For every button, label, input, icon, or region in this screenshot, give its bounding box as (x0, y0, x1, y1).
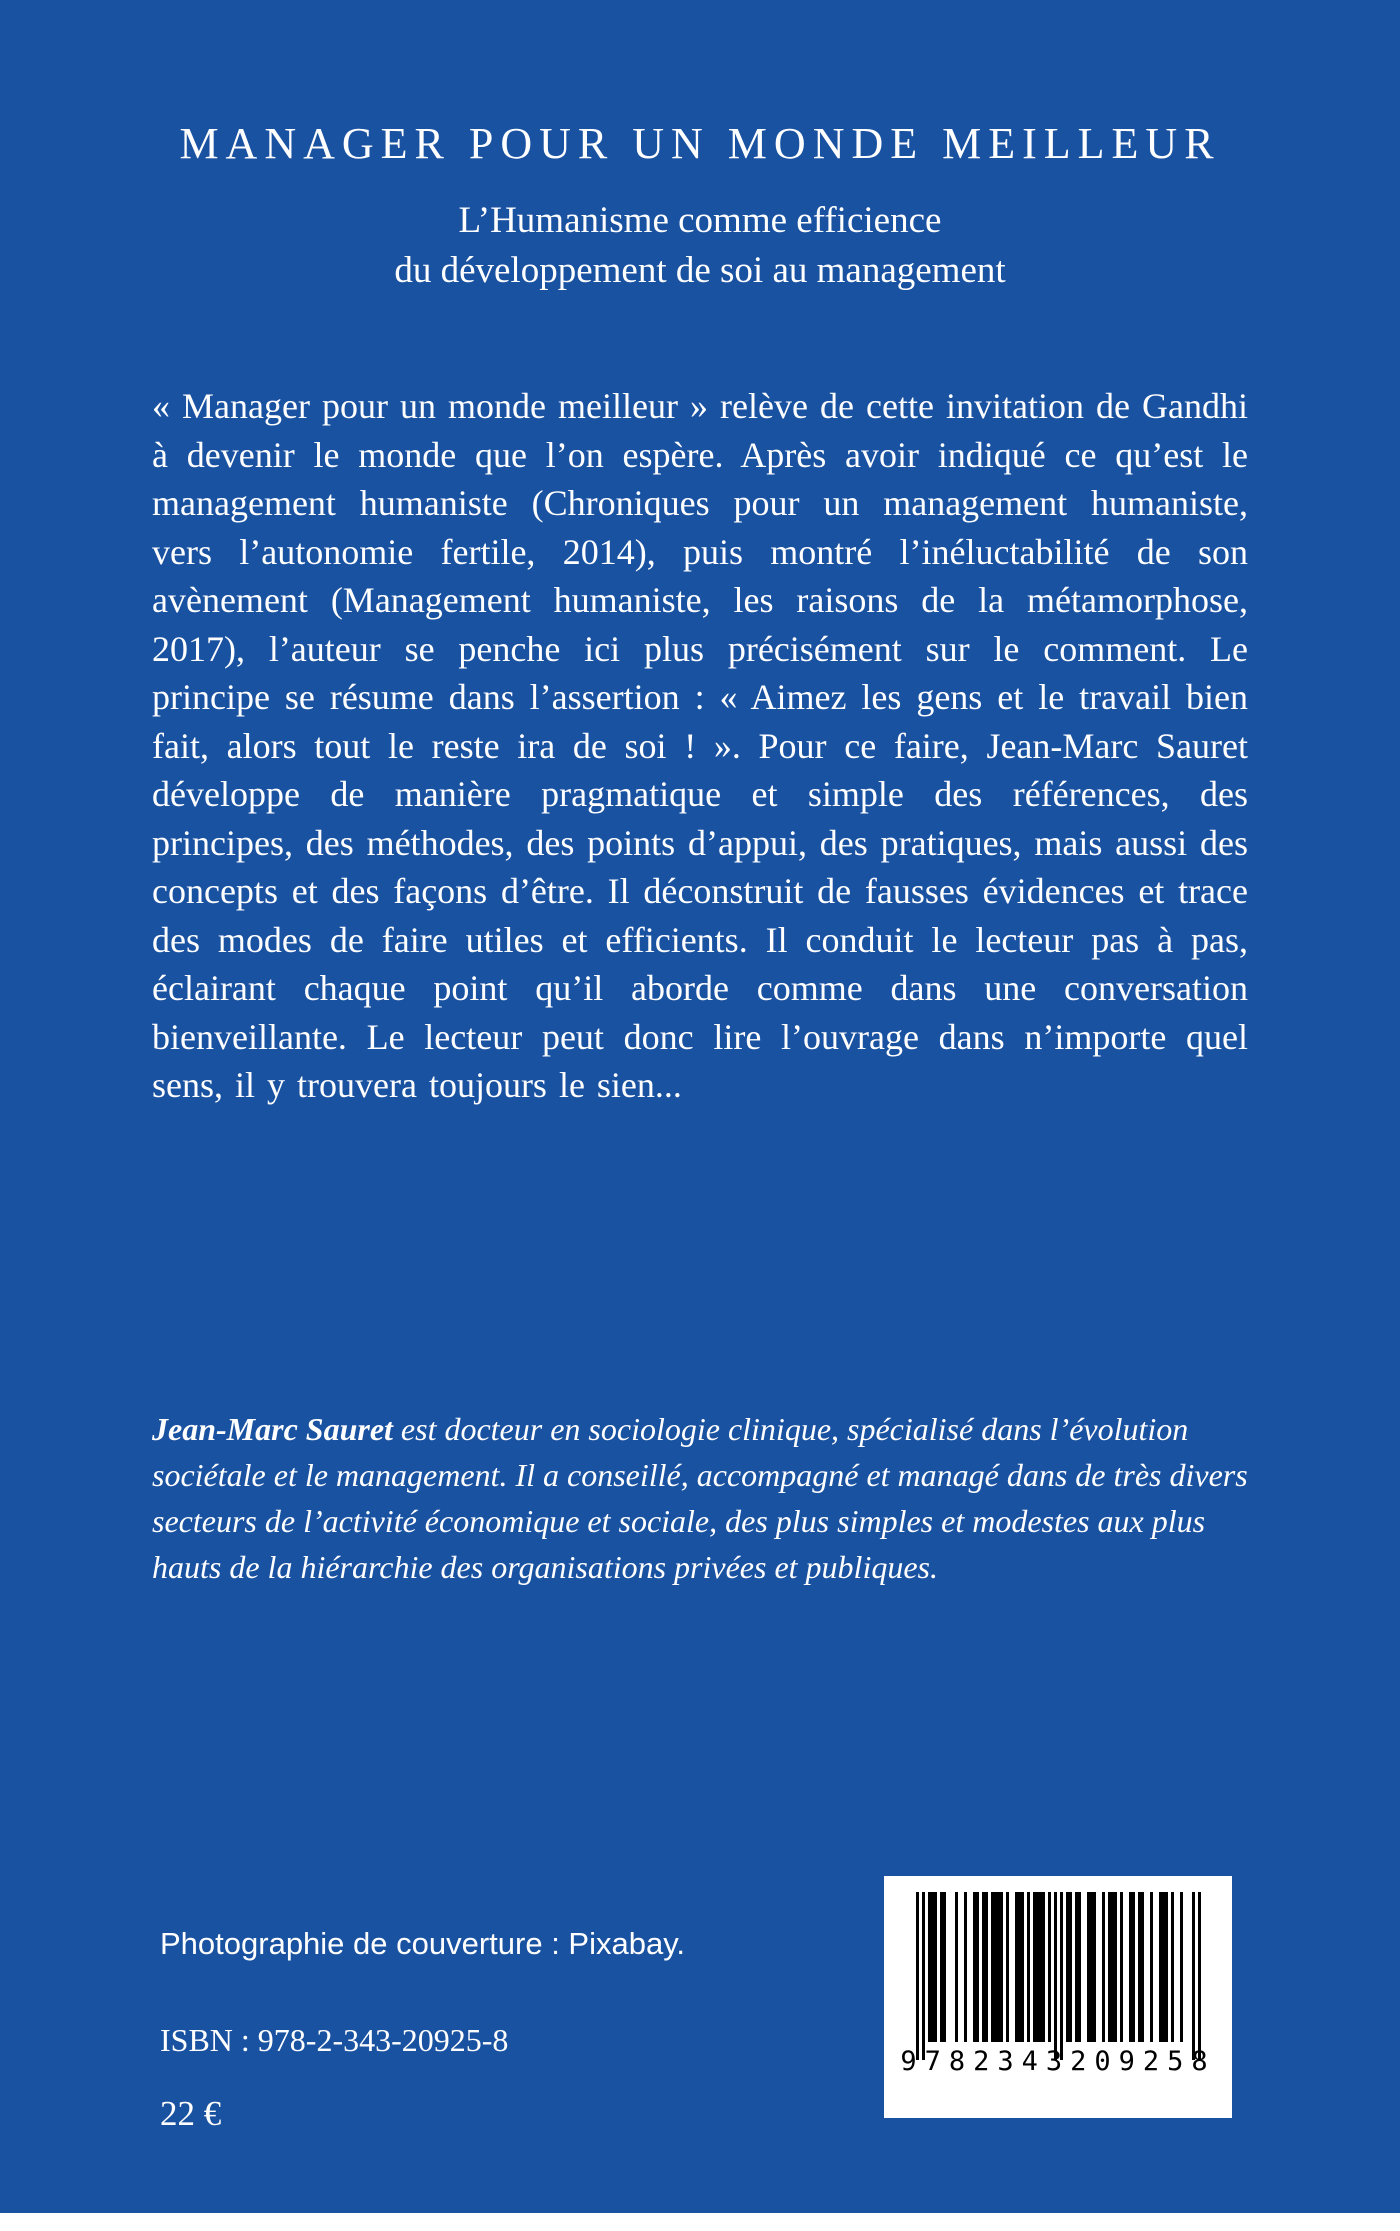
book-title: MANAGER POUR UN MONDE MEILLEUR (179, 119, 1221, 168)
author-bio (152, 1406, 1270, 1590)
barcode-bars (916, 1892, 1201, 2060)
page-bottom-edge (0, 2213, 1400, 2231)
barcode-digits: 9782343209258 (900, 2046, 1216, 2077)
author-name: Jean-Marc Sauret (152, 1411, 393, 1447)
barcode-module (1198, 1892, 1201, 2060)
price: 22 € (160, 2094, 222, 2133)
book-subtitle (0, 196, 1400, 296)
subtitle-line-1: L’Humanisme comme efficience (458, 200, 942, 241)
isbn-number: ISBN : 978-2-343-20925-8 (160, 2022, 509, 2058)
author-bio-text: est docteur en sociologie clinique, spécialisé dans l’évolution sociétale et le management. Il a conseillé, accompagné et managé dans de très divers secteurs de l’activité économique et sociale, des plus simples et modestes aux plus hauts de la hiérarchie des organisations privées et publiques. (152, 1411, 1248, 1585)
synopsis-paragraph: « Manager pour un monde meilleur » relève de cette invitation de Gandhi à devenir le monde que l’on espère. Après avoir indiqué ce qu’est le management humaniste (Chroniques pour un management humaniste, vers l’autonomie fertile, 2014), puis montré l’inéluctabilité de son avènement (Management humaniste, les raisons de la métamorphose, 2017), l’auteur se penche ici plus précisément sur le comment. Le principe se résume dans l’assertion : « Aimez les gens et le travail bien fait, alors tout le reste ira de soi ! ». Pour ce faire, Jean-Marc Sauret développe de manière pragmatique et simple des références, des principes, des méthodes, des points d’appui, des pratiques, mais aussi des concepts et des façons d’être. Il déconstruit de fausses évidences et trace des modes de faire utiles et efficients. Il conduit le lecteur pas à pas, éclairant chaque point qu’il aborde comme dans une conversation bienveillante. Le lecteur peut donc lire l’ouvrage dans n’importe quel sens, il y trouvera toujours le sien... (152, 386, 1248, 1105)
barcode (884, 1876, 1232, 2118)
subtitle-line-2: du développement de soi au management (394, 250, 1006, 291)
photo-credit: Photographie de couverture : Pixabay. (160, 1926, 686, 1961)
